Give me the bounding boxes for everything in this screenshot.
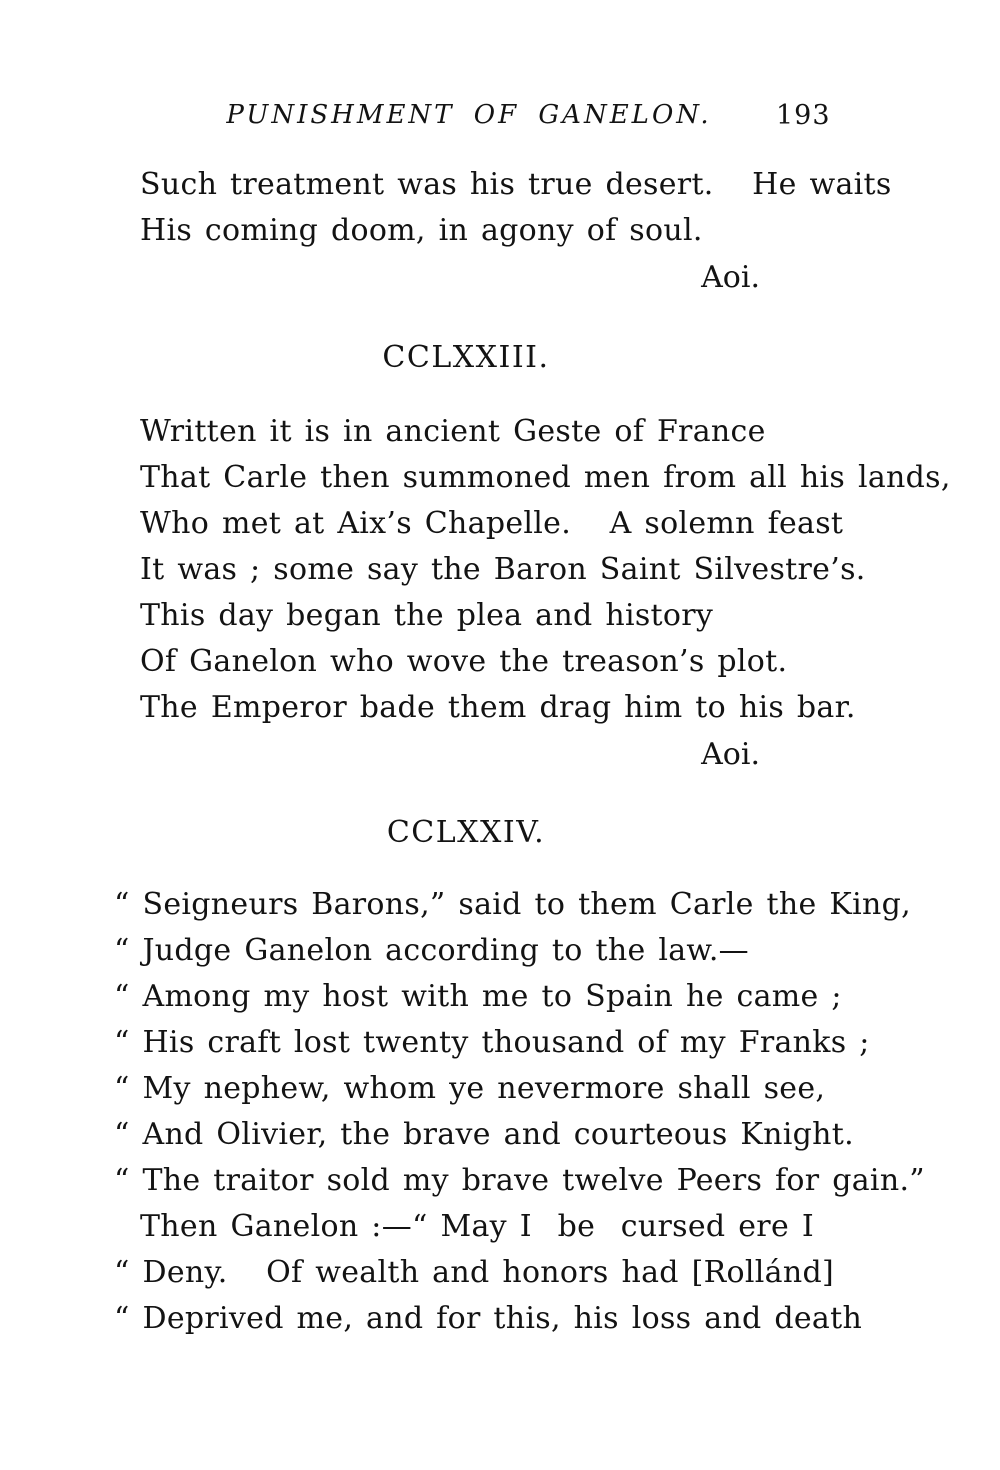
poem-line: Of Ganelon who wove the treason’s plot. (140, 644, 788, 679)
poem-line: “ The traitor sold my brave twelve Peers for gain.” (114, 1163, 925, 1198)
poem-line: “ And Olivier, the brave and courteous Knight. (114, 1117, 854, 1152)
poem-line: Who met at Aix’s Chapelle. A solemn feast (140, 506, 844, 541)
aoi-refrain: Aoi. (701, 260, 760, 295)
poem-line: That Carle then summoned men from all his lands, (140, 460, 951, 495)
poem-line: This day began the plea and history (140, 598, 714, 633)
poem-line: His coming doom, in agony of soul. (140, 213, 703, 248)
aoi-refrain: Aoi. (701, 737, 760, 772)
section-heading: CCLXXIV. (386, 815, 546, 850)
poem-line: The Emperor bade them drag him to his bar. (140, 690, 856, 725)
poem-line: “ Deprived me, and for this, his loss and death (114, 1301, 863, 1336)
poem-line: “ Judge Ganelon according to the law.— (114, 933, 749, 968)
poem-line: “ Among my host with me to Spain he came ; (114, 979, 842, 1014)
poem-line: “ My nephew, whom ye nevermore shall see, (114, 1071, 826, 1106)
poem-line: “ His craft lost twenty thousand of my Franks ; (114, 1025, 870, 1060)
section-heading: CCLXXIII. (382, 340, 550, 375)
poem-line: “ Deny. Of wealth and honors had [Rollánd] (114, 1255, 834, 1290)
poem-line: Such treatment was his true desert. He waits (140, 167, 892, 202)
page-number: 193 (776, 100, 831, 131)
poem-line: Then Ganelon :—“ May I be cursed ere I (140, 1209, 814, 1244)
poem-line: “ Seigneurs Barons,” said to them Carle the King, (114, 887, 911, 922)
poem-line: Written it is in ancient Geste of France (140, 414, 766, 449)
running-header-title: PUNISHMENT OF GANELON. (226, 100, 712, 130)
poem-line: It was ; some say the Baron Saint Silvestre’s. (140, 552, 866, 587)
